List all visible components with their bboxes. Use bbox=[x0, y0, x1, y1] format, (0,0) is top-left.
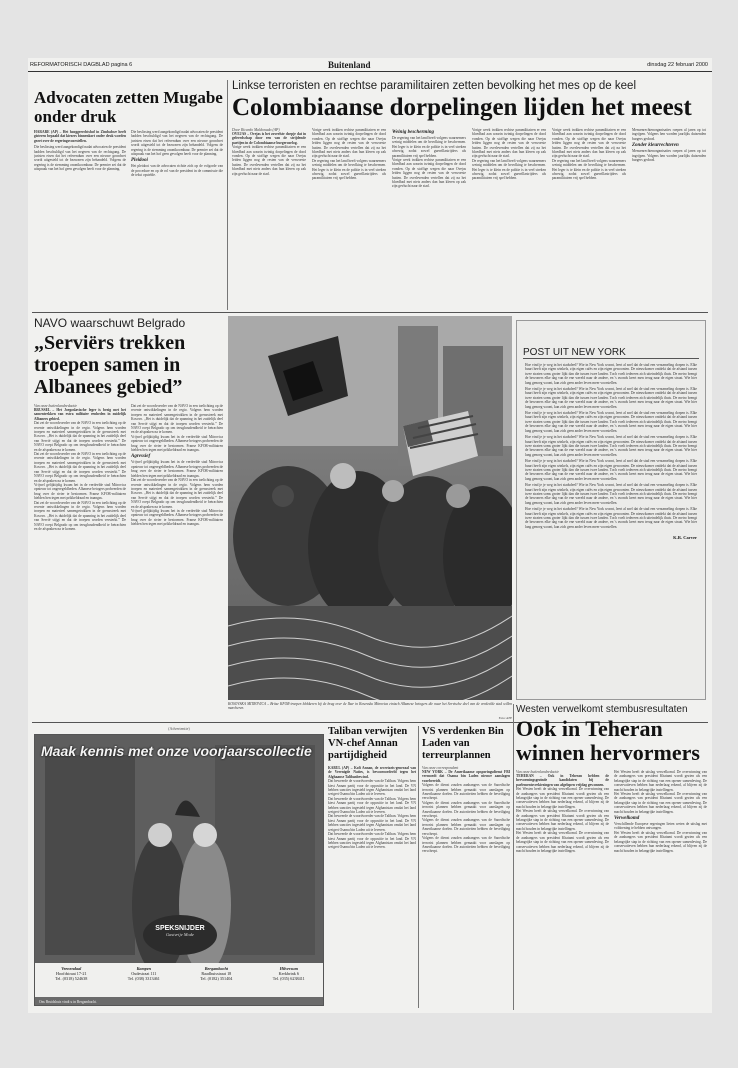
ad-frame bbox=[34, 734, 324, 1006]
navo-body2-col2: Vrijwel gelijktijdig kwam het in de verdeelde stad Mitrovica opnieuw tot ongeregeldheden. Albanese betogers probeerden de brug over de rivier te bestormen. Franse KFOR-militairen hielden hen tegen met prikkeldraad en traangas. bbox=[131, 434, 223, 453]
navo-body: Dat zei de woordvoerder van de NAVO in een toelichting op de recente ontwikkelingen in de regio. Volgens hem worden troepen en materieel samengetrokken in de grensstreek met Kosovo. „Het is duidelijk dat de spanning in het zuidelijk deel van Servië stijgt en dat de troepen worden versterkt.” De NAVO roept Belgrado op om terughoudendheid te betrachten en de afspraken na te komen. bbox=[34, 421, 126, 452]
photo-caption-block bbox=[228, 702, 512, 720]
colombia-body-c3: Vorige week trokken rechtse paramilitairen er een bloedbad aan waarin twintig dorpelingen de dood vonden. Op de stoffige wegen die naar Ovejas leiden liggen nog de resten van de verwoeste hutten. De overlevenden vertellen dat zij na het bloedbad met niets anders dan hun kleren op zak zijn gevlucht naar de stad. bbox=[392, 158, 466, 189]
navo-body-col2b: Dat zei de woordvoerder van de NAVO in een toelichting op de recente ontwikkelingen in de regio. Volgens hem worden troepen en materieel samengetrokken in de grensstreek met Kosovo. „Het is duidelijk dat de spanning in het zuidelijk deel van Servië stijgt en dat de troepen worden versterkt.” De NAVO roept Belgrado op om terughoudendheid te betrachten en de afspraken na te komen. bbox=[131, 478, 223, 509]
taliban-body-b: Dat beweerde de woordvoerder van de Taliban. Volgens hem kiest Annan partij voor de oppositie in het land. De VN hebben sancties ingesteld tegen Afghanistan omdat het land weigert Osama bin Laden uit te leveren. bbox=[328, 796, 416, 815]
taliban-body-d: Dat beweerde de woordvoerder van de Taliban. Volgens hem kiest Annan partij voor de oppositie in het land. De VN hebben sancties ingesteld tegen Afghanistan omdat het land weigert Osama bin Laden uit te leveren. bbox=[328, 832, 416, 850]
header-section: Buitenland bbox=[328, 60, 371, 70]
colombia-lead: OVEJAS – Ovejas is het zoveelste dorpje dat in geleerdschap door een van de strijdende partijen in de Colombiaanse burgeroorlog. bbox=[232, 132, 306, 145]
ad-store bbox=[273, 966, 305, 997]
ad-store-address: Kerkbrink 6 bbox=[278, 971, 299, 976]
binladen-headline: VS verdenken Bin Laden van terreurplannen bbox=[422, 726, 504, 761]
colombia-headline: Colombiaanse dorpelingen lijden het meest bbox=[232, 94, 692, 121]
ad-store bbox=[200, 966, 232, 997]
colombia-body-c2: Vorige week trokken rechtse paramilitairen er een bloedbad aan waarin twintig dorpelingen de dood vonden. Op de stoffige wegen die naar Ovejas leiden liggen nog de resten van de verwoeste hutten. De overlevenden vertellen dat zij na het bloedbad met niets anders dan hun kleren op zak zijn gevlucht naar de stad. bbox=[312, 128, 386, 159]
taliban-lead: KABUL (AP) – Kofi Annan, de secretaris-generaal van de Verenigde Naties, is bevooroordeeld tegen het Afghaanse Talibanbewind. bbox=[328, 766, 416, 779]
colombia-body-c4: Vorige week trokken rechtse paramilitairen er een bloedbad aan waarin twintig dorpelingen de dood vonden. Op de stoffige wegen die naar Ovejas leiden liggen nog de resten van de verwoeste hutten. De overlevenden vertellen dat zij na het bloedbad met niets anders dan hun kleren op zak zijn gevlucht naar de stad. bbox=[472, 128, 546, 159]
header-paper-name: REFORMATORISCH DAGBLAD pagina 6 bbox=[30, 62, 133, 68]
binladen-body-c: Volgens de dienst zouden aanhangers van de Saoedische terrorist plannen hebben gemaakt voor aanslagen op Amerikaanse doelen. De autoriteiten hebben de beveiliging verscherpt. bbox=[422, 818, 510, 836]
ad-slogan: Maak kennis met onze voorjaarscollectie bbox=[41, 743, 312, 759]
navo-body-c: Dat zei de woordvoerder van de NAVO in een toelichting op de recente ontwikkelingen in de regio. Volgens hem worden troepen en materieel samengetrokken in de grensstreek met Kosovo. „Het is duidelijk dat de spanning in het zuidelijk deel van Servië stijgt en dat de troepen worden versterkt.” De NAVO roept Belgrado op om terughoudendheid te betrachten en de afspraken na te komen. bbox=[34, 500, 126, 531]
navo-body2-b: Vrijwel gelijktijdig kwam het in de verdeelde stad Mitrovica opnieuw tot ongeregeldheden. Albanese betogers probeerden de brug over de rivier te bestormen. Franse KFOR-militairen hielden hen tegen met prikkeldraad en traangas. bbox=[34, 482, 126, 501]
taliban-article bbox=[328, 726, 416, 1008]
ad-store bbox=[128, 966, 160, 997]
post-body: Hoe vind je je weg in het stadsdeel? Wie in New York woont, leert al snel dat de stad een verzameling dorpen is. Elke buurt heeft zijn eigen winkels, zijn eigen cafés en zijn eigen gewoonten. De nieuwkomer ontdekt dat de afstand tussen twee straten soms groter lijkt dan die tussen twee landen. Toch voelt iedereen zich uiteindelijk thuis. De metro brengt de bewoners elke dag van de ene wereld naar de andere, en 's avonds keert men terug naar de eigen straat. Wie hier lang genoeg woont, kan zich geen ander leven meer voorstellen. bbox=[525, 363, 697, 385]
teheran-body-b: Het Westen heeft de uitslag verwelkomd. De overwinning van de aanhangers van president Khatami wordt gezien als een belangrijke stap in de richting van een opener samenleving. De conservatieven hebben hun nederlaag erkend, al blijven zij de macht houden in belangrijke instellingen. bbox=[516, 809, 609, 831]
teheran-body: Het Westen heeft de uitslag verwelkomd. De overwinning van de aanhangers van president Khatami wordt gezien als een belangrijke stap in de richting van een opener samenleving. De conservatieven hebben hun nederlaag erkend, al blijven zij de macht houden in belangrijke instellingen. bbox=[516, 787, 609, 809]
teheran-body-col2c: Het Westen heeft de uitslag verwelkomd. De overwinning van de aanhangers van president Khatami wordt gezien als een belangrijke stap in de richting van een opener samenleving. De conservatieven hebben hun nederlaag erkend, al blijven zij de macht houden in belangrijke instellingen. bbox=[614, 830, 707, 853]
navo-kicker: NAVO waarschuwt Belgrado bbox=[34, 316, 186, 330]
ad-store-city: Bergambacht bbox=[204, 966, 228, 971]
teheran-article bbox=[516, 704, 708, 1010]
ad-logo-sub: Gastvrije Mode bbox=[165, 932, 195, 937]
page-header bbox=[28, 58, 712, 72]
ad-store bbox=[55, 966, 87, 997]
ad-store-phone: Tel. (038) 3313461 bbox=[127, 976, 160, 981]
ad-store-address: Oudestraat 111 bbox=[131, 971, 157, 976]
ad-logo: SPEKSNIJDER bbox=[155, 925, 205, 932]
teheran-body-col2: Het Westen heeft de uitslag verwelkomd. De overwinning van de aanhangers van president Khatami wordt gezien als een belangrijke stap in de richting van een opener samenleving. De conservatieven hebben hun nederlaag erkend, al blijven zij de macht houden in belangrijke instellingen. bbox=[614, 770, 707, 792]
colombia-body3-pre: Mensenrechtenorganisaties roepen al jaren op tot ingrijpen. Volgens hen worden jaarlijks duizenden burgers gedood. bbox=[632, 128, 706, 141]
teheran-body-c: Het Westen heeft de uitslag verwelkomd. De overwinning van de aanhangers van president Khatami wordt gezien als een belangrijke stap in de richting van een opener samenleving. De conservatieven hebben hun nederlaag erkend, al blijven zij de macht houden in belangrijke instellingen. bbox=[516, 831, 609, 853]
photo-credit: Foto: AFP bbox=[498, 715, 512, 720]
ad-store-city: Veenendaal bbox=[61, 966, 82, 971]
navo-article bbox=[34, 316, 224, 720]
ad-stores bbox=[35, 963, 324, 997]
mugabe-headline: Advocaten zetten Mugabe onder druk bbox=[34, 88, 223, 126]
colombia-subhead2: Zonder kleurrechteren bbox=[632, 143, 679, 149]
teheran-body2: Verschillende Europese regeringen lieten weten de uitslag met voldoening te hebben ontvangen. bbox=[614, 822, 707, 831]
teheran-kicker: Westen verwelkomt stembusresultaten bbox=[516, 704, 688, 715]
colombia-body: Vorige week trokken rechtse paramilitairen er een bloedbad aan waarin twintig dorpelingen de dood vonden. Op de stoffige wegen die naar Ovejas leiden liggen nog de resten van de verwoeste hutten. De overlevenden vertellen dat zij na het bloedbad met niets anders dan hun kleren op zak zijn gevlucht naar de stad. bbox=[232, 145, 306, 176]
post-column bbox=[516, 320, 706, 700]
ad-logo-block bbox=[143, 915, 217, 955]
navo-lead: BRUSSEL – Het Joegoslavische leger is bezig met het samentrekken van extra militaire eenheden in zuidelijk Albanees gebied. bbox=[34, 408, 126, 421]
post-body-g: Hoe vind je je weg in het stadsdeel? Wie in New York woont, leert al snel dat de stad een verzameling dorpen is. Elke buurt heeft zijn eigen winkels, zijn eigen cafés en zijn eigen gewoonten. De nieuwkomer ontdekt dat de afstand tussen twee straten soms groter lijkt dan die tussen twee landen. Toch voelt iedereen zich uiteindelijk thuis. De metro brengt de bewoners elke dag van de ene wereld naar de andere, en 's avonds keert men terug naar de eigen straat. Wie hier lang genoeg woont, kan zich geen ander leven meer voorstellen. bbox=[525, 507, 697, 529]
navo-byline: Van onze buitenlandredactie bbox=[34, 404, 78, 408]
navo-body2: Vrijwel gelijktijdig kwam het in de verdeelde stad Mitrovica opnieuw tot ongeregeldheden. Albanese betogers probeerden de brug over de rivier te bestormen. Franse KFOR-militairen hielden hen tegen met prikkeldraad en traangas. bbox=[131, 460, 223, 478]
ad-store-phone: Tel. (0182) 351404 bbox=[200, 976, 233, 981]
teheran-byline: Van onze buitenlandredactie bbox=[516, 770, 560, 774]
ad-store-address: Raadhuisstraat 18 bbox=[201, 971, 232, 976]
post-body-c: Hoe vind je je weg in het stadsdeel? Wie in New York woont, leert al snel dat de stad een verzameling dorpen is. Elke buurt heeft zijn eigen winkels, zijn eigen cafés en zijn eigen gewoonten. De nieuwkomer ontdekt dat de afstand tussen twee straten soms groter lijkt dan die tussen twee landen. Toch voelt iedereen zich uiteindelijk thuis. De metro brengt de bewoners elke dag van de ene wereld naar de andere, en 's avonds keert men terug naar de eigen straat. Wie hier lang genoeg woont, kan zich geen ander leven meer voorstellen. bbox=[525, 411, 697, 433]
ad-store-address: Hoofdstraat 17-21 bbox=[55, 971, 87, 976]
ad-store-city: Kampen bbox=[136, 966, 152, 971]
colombia-body3: Mensenrechtenorganisaties roepen al jaren op tot ingrijpen. Volgens hen worden jaarlijks duizenden burgers gedood. bbox=[632, 149, 706, 163]
colombia-body-c5: Vorige week trokken rechtse paramilitairen er een bloedbad aan waarin twintig dorpelingen de dood vonden. Op de stoffige wegen die naar Ovejas leiden liggen nog de resten van de verwoeste hutten. De overlevenden vertellen dat zij na het bloedbad met niets anders dan hun kleren op zak zijn gevlucht naar de stad. bbox=[552, 128, 626, 159]
navo-body2-col2b: Vrijwel gelijktijdig kwam het in de verdeelde stad Mitrovica opnieuw tot ongeregeldheden. Albanese betogers probeerden de brug over de rivier te bestormen. Franse KFOR-militairen hielden hen tegen met prikkeldraad en traangas. bbox=[131, 508, 223, 527]
ad-store-city: Hilversum bbox=[279, 966, 298, 971]
navo-body-col2: Dat zei de woordvoerder van de NAVO in een toelichting op de recente ontwikkelingen in de regio. Volgens hem worden troepen en materieel samengetrokken in de grensstreek met Kosovo. „Het is duidelijk dat de spanning in het zuidelijk deel van Servië stijgt en dat de troepen worden versterkt.” De NAVO roept Belgrado op om terughoudendheid te betrachten en de afspraken na te komen. bbox=[131, 404, 223, 435]
ad-store-phone: Tel. (0318) 524638 bbox=[55, 976, 88, 981]
binladen-body: Volgens de dienst zouden aanhangers van de Saoedische terrorist plannen hebben gemaakt voor aanslagen op Amerikaanse doelen. De autoriteiten hebben de beveiliging verscherpt. bbox=[422, 783, 510, 801]
teheran-headline: Ook in Teheran winnen hervormers bbox=[516, 716, 700, 765]
mugabe-body-cont: Die beslissing werd aangekondigd nadat advocaten de president hadden beschuldigd van het negeren van de rechtsgang. De juristen eisen dat het referendum over een nieuwe grondwet wordt uitgesteld tot de bezwaren zijn behandeld. Volgens de regering is de stemming onontkoombaar. De premier zei dat de uitspraak van het hof geen gevolgen heeft voor de planning. bbox=[131, 130, 223, 157]
binladen-body-d: Volgens de dienst zouden aanhangers van de Saoedische terrorist plannen hebben gemaakt voor aanslagen op Amerikaanse doelen. De autoriteiten hebben de beveiliging verscherpt. bbox=[422, 836, 510, 854]
taliban-body: Dat beweerde de woordvoerder van de Taliban. Volgens hem kiest Annan partij voor de oppositie in het land. De VN hebben sancties ingesteld tegen Afghanistan omdat het land weigert Osama bin Laden uit te leveren. bbox=[328, 779, 416, 797]
binladen-body-b: Volgens de dienst zouden aanhangers van de Saoedische terrorist plannen hebben gemaakt voor aanslagen op Amerikaanse doelen. De autoriteiten hebben de beveiliging verscherpt. bbox=[422, 800, 510, 819]
mugabe-body: Die beslissing werd aangekondigd nadat advocaten de president hadden beschuldigd van het negeren van de rechtsgang. De juristen eisen dat het referendum over een nieuwe grondwet wordt uitgesteld tot de bezwaren zijn behandeld. Volgens de regering is de stemming onontkoombaar. De premier zei dat de uitspraak van het hof geen gevolgen heeft voor de planning. bbox=[34, 145, 126, 172]
colombia-kicker: Linkse terroristen en rechtse paramilitairen zetten bevolking het mes op de keel bbox=[232, 80, 636, 92]
teheran-body-col2b: Het Westen heeft de uitslag verwelkomd. De overwinning van de aanhangers van president Khatami wordt gezien als een belangrijke stap in de richting van een opener samenleving. De conservatieven hebben hun nederlaag erkend, al blijven zij de macht houden in belangrijke instellingen. bbox=[614, 792, 707, 814]
colombia-body2: De regering van het land heeft volgens waarnemers weinig middelen om de bevolking te beschermen. Het leger is te klein en de politie is in veel streken afwezig, zodat zowel guerrillastrijders als paramilitairen vrij spel hebben. bbox=[392, 136, 466, 158]
post-title: POST UIT NEW YORK bbox=[523, 321, 699, 359]
kosovo-photo bbox=[228, 316, 512, 700]
ad-label: (Advertentie) bbox=[168, 726, 190, 731]
kosovo-photo-image bbox=[228, 316, 512, 700]
ad-store-phone: Tel. (035) 6238411 bbox=[272, 976, 305, 981]
navo-body-b: Dat zei de woordvoerder van de NAVO in een toelichting op de recente ontwikkelingen in de regio. Volgens hem worden troepen en materieel samengetrokken in de grensstreek met Kosovo. „Het is duidelijk dat de spanning in het zuidelijk deel van Servië stijgt en dat de troepen worden versterkt.” De NAVO roept Belgrado op om terughoudendheid te betrachten en de afspraken na te komen. bbox=[34, 452, 126, 483]
post-body-d: Hoe vind je je weg in het stadsdeel? Wie in New York woont, leert al snel dat de stad een verzameling dorpen is. Elke buurt heeft zijn eigen winkels, zijn eigen cafés en zijn eigen gewoonten. De nieuwkomer ontdekt dat de afstand tussen twee straten soms groter lijkt dan die tussen twee landen. Toch voelt iedereen zich uiteindelijk thuis. De metro brengt de bewoners elke dag van de ene wereld naar de andere, en 's avonds keert men terug naar de eigen straat. Wie hier lang genoeg woont, kan zich geen ander leven meer voorstellen. bbox=[525, 435, 697, 457]
ad-footer: Ons Bruidshuis vindt u in Bergambacht. bbox=[39, 1000, 97, 1004]
mugabe-body2: Het pleidooi van de advocaten richtte zich op de volgorde van de procedure en op de rol van de president in de commissie die de tekst opstelde. bbox=[131, 164, 223, 178]
colombia-subhead: Weinig bescherming bbox=[392, 130, 434, 135]
teheran-lead: TEHERAN – Ook in Teheran hebben de hervormingsgezinde kandidaten bij de parlementsverkiezingen van afgelopen vrijdag gewonnen. bbox=[516, 774, 609, 787]
colombia-body2-c4: De regering van het land heeft volgens waarnemers weinig middelen om de bevolking te beschermen. Het leger is te klein en de politie is in veel streken afwezig, zodat zowel guerrillastrijders als paramilitairen vrij spel hebben. bbox=[472, 158, 546, 181]
colombia-body2-c5: De regering van het land heeft volgens waarnemers weinig middelen om de bevolking te beschermen. Het leger is te klein en de politie is in veel streken afwezig, zodat zowel guerrillastrijders als paramilitairen vrij spel hebben. bbox=[552, 158, 626, 181]
post-body-e: Hoe vind je je weg in het stadsdeel? Wie in New York woont, leert al snel dat de stad een verzameling dorpen is. Elke buurt heeft zijn eigen winkels, zijn eigen cafés en zijn eigen gewoonten. De nieuwkomer ontdekt dat de afstand tussen twee straten soms groter lijkt dan die tussen twee landen. Toch voelt iedereen zich uiteindelijk thuis. De metro brengt de bewoners elke dag van de ene wereld naar de andere, en 's avonds keert men terug naar de eigen straat. Wie hier lang genoeg woont, kan zich geen ander leven meer voorstellen. bbox=[525, 459, 697, 481]
newspaper-page bbox=[28, 58, 712, 1013]
photo-caption: KOSOVSKA MITROVICA – Britse KFOR-troepen blokkeren bij de brug over de Ibar in Kosovska Mitrovica etnisch Albanese betogers die naar het Servische deel van de verdeelde stad willen marcheren. bbox=[228, 702, 512, 711]
binladen-byline: Van onze correspondent bbox=[422, 766, 459, 770]
teheran-subhead: Verwelkomd bbox=[614, 816, 640, 822]
colombia-byline: Door Ricardo Maldonado (AP) bbox=[232, 128, 280, 132]
navo-headline: „Serviërs trekken troepen samen in Albanees gebied” bbox=[34, 332, 186, 398]
colombia-article bbox=[232, 80, 708, 312]
mugabe-lead: HARARE (AP) – Het hooggerechtshof in Zimbabwe heeft gisteren bepaald dat kiezers binnenkort onder druk worden gezet over de regeringsvoorstellen. bbox=[34, 130, 126, 143]
advertisement bbox=[34, 726, 324, 1008]
mugabe-subhead: Pleidooi bbox=[131, 158, 148, 164]
binladen-article bbox=[422, 726, 510, 1008]
post-body-b: Hoe vind je je weg in het stadsdeel? Wie in New York woont, leert al snel dat de stad een verzameling dorpen is. Elke buurt heeft zijn eigen winkels, zijn eigen cafés en zijn eigen gewoonten. De nieuwkomer ontdekt dat de afstand tussen twee straten soms groter lijkt dan die tussen twee landen. Toch voelt iedereen zich uiteindelijk thuis. De metro brengt de bewoners elke dag van de ene wereld naar de andere, en 's avonds keert men terug naar de eigen straat. Wie hier lang genoeg woont, kan zich geen ander leven meer voorstellen. bbox=[525, 387, 697, 409]
navo-subhead: Agressief bbox=[131, 454, 151, 460]
binladen-lead: NEW YORK – De Amerikaanse opsporingsdienst FBI vermoedt dat Osama bin Laden nieuwe aanslagen voorbereidt. bbox=[422, 770, 510, 783]
post-author: K.R. Carver bbox=[673, 535, 697, 541]
post-body-f: Hoe vind je je weg in het stadsdeel? Wie in New York woont, leert al snel dat de stad een verzameling dorpen is. Elke buurt heeft zijn eigen winkels, zijn eigen cafés en zijn eigen gewoonten. De nieuwkomer ontdekt dat de afstand tussen twee straten soms groter lijkt dan die tussen twee landen. Toch voelt iedereen zich uiteindelijk thuis. De metro brengt de bewoners elke dag van de ene wereld naar de andere, en 's avonds keert men terug naar de eigen straat. Wie hier lang genoeg woont, kan zich geen ander leven meer voorstellen. bbox=[525, 483, 697, 505]
taliban-headline: Taliban verwijten VN-chef Annan partijdigheid bbox=[328, 726, 408, 761]
colombia-body2-c2: De regering van het land heeft volgens waarnemers weinig middelen om de bevolking te beschermen. Het leger is te klein en de politie is in veel streken afwezig, zodat zowel guerrillastrijders als paramilitairen vrij spel hebben. bbox=[312, 158, 386, 181]
taliban-body-c: Dat beweerde de woordvoerder van de Taliban. Volgens hem kiest Annan partij voor de oppositie in het land. De VN hebben sancties ingesteld tegen Afghanistan omdat het land weigert Osama bin Laden uit te leveren. bbox=[328, 814, 416, 832]
mugabe-article bbox=[34, 88, 224, 308]
header-date: dinsdag 22 februari 2000 bbox=[647, 62, 708, 68]
